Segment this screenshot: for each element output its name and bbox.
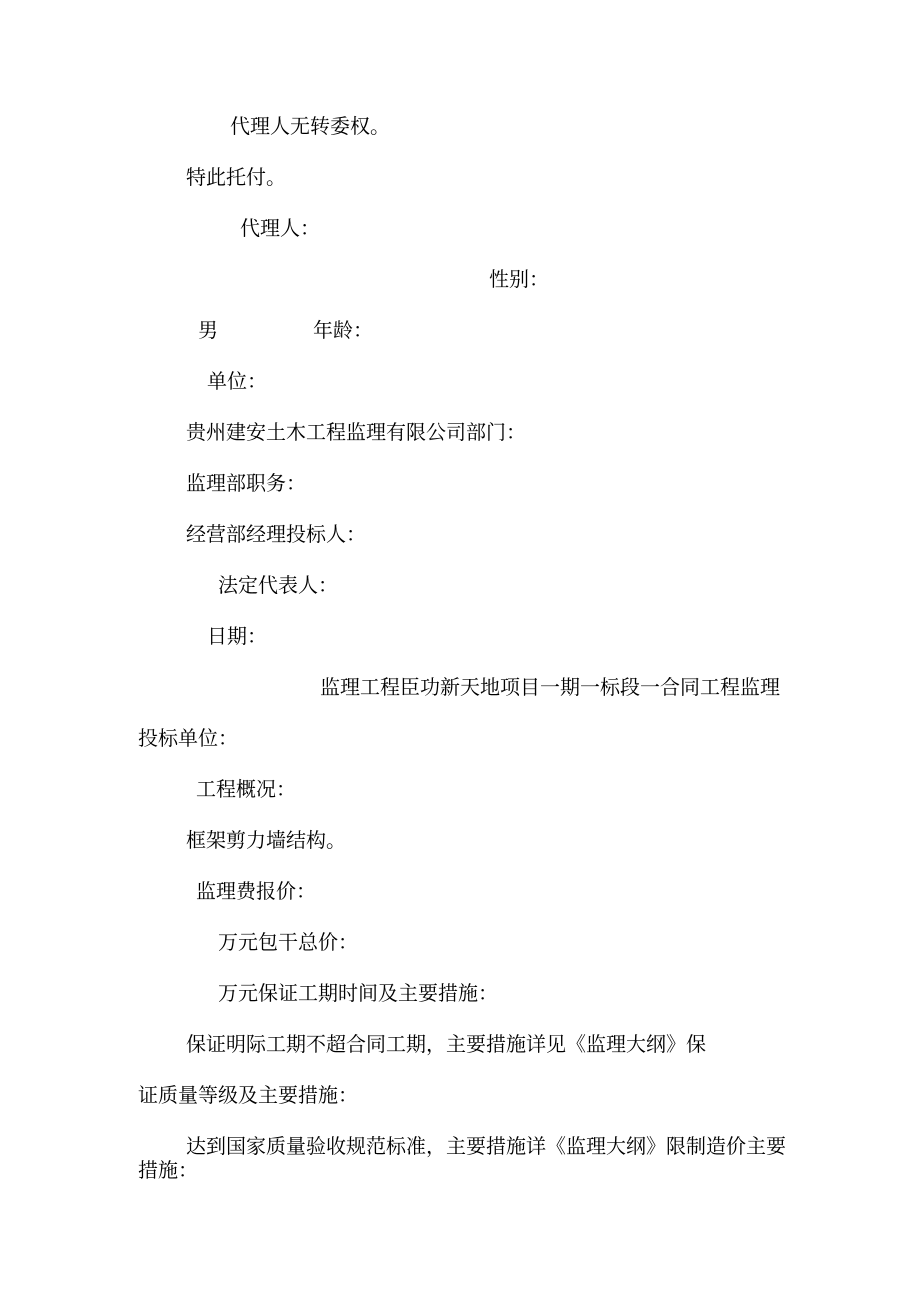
text-line-measures: 措施： (138, 1158, 198, 1182)
text-line-lump-sum-total: 万元包干总价： (218, 930, 358, 954)
text-line-schedule-guarantee: 保证明际工期不超合同工期，主要措施详见《监理大纲》保 (186, 1032, 706, 1056)
text-line-agent-label: 代理人： (240, 216, 320, 240)
text-line-company-department: 贵州建安土木工程监理有限公司部门： (186, 420, 526, 444)
text-line-legal-representative: 法定代表人： (218, 573, 338, 597)
text-line-bidding-unit: 投标单位： (138, 726, 238, 750)
text-line-supervision-position: 监理部职务： (186, 471, 306, 495)
text-line-manager-bidder: 经营部经理投标人： (186, 522, 366, 546)
text-line-gender-value: 男 (198, 318, 218, 342)
text-line-quality-standard: 达到国家质量验收规范标准，主要措施详《监理大纲》限制造价主要 (186, 1134, 786, 1158)
text-line-date-label: 日期： (207, 624, 267, 648)
text-line-agent-no-delegation: 代理人无转委权。 (230, 114, 390, 138)
text-line-unit-label: 单位： (207, 369, 267, 393)
text-line-project-overview: 工程概况： (196, 777, 296, 801)
text-line-fee-quote: 监理费报价： (196, 879, 316, 903)
text-line-age-label: 年龄： (313, 318, 373, 342)
text-line-gender-label: 性别： (489, 267, 549, 291)
text-line-project-name: 监理工程臣功新天地项目一期一标段一合同工程监理 (320, 675, 780, 699)
text-line-schedule-measures: 万元保证工期时间及主要措施： (218, 981, 498, 1005)
text-line-hereby-entrust: 特此托付。 (186, 165, 286, 189)
text-line-structure: 框架剪力墙结构。 (186, 828, 346, 852)
text-line-quality-measures: 证质量等级及主要措施： (138, 1083, 358, 1107)
